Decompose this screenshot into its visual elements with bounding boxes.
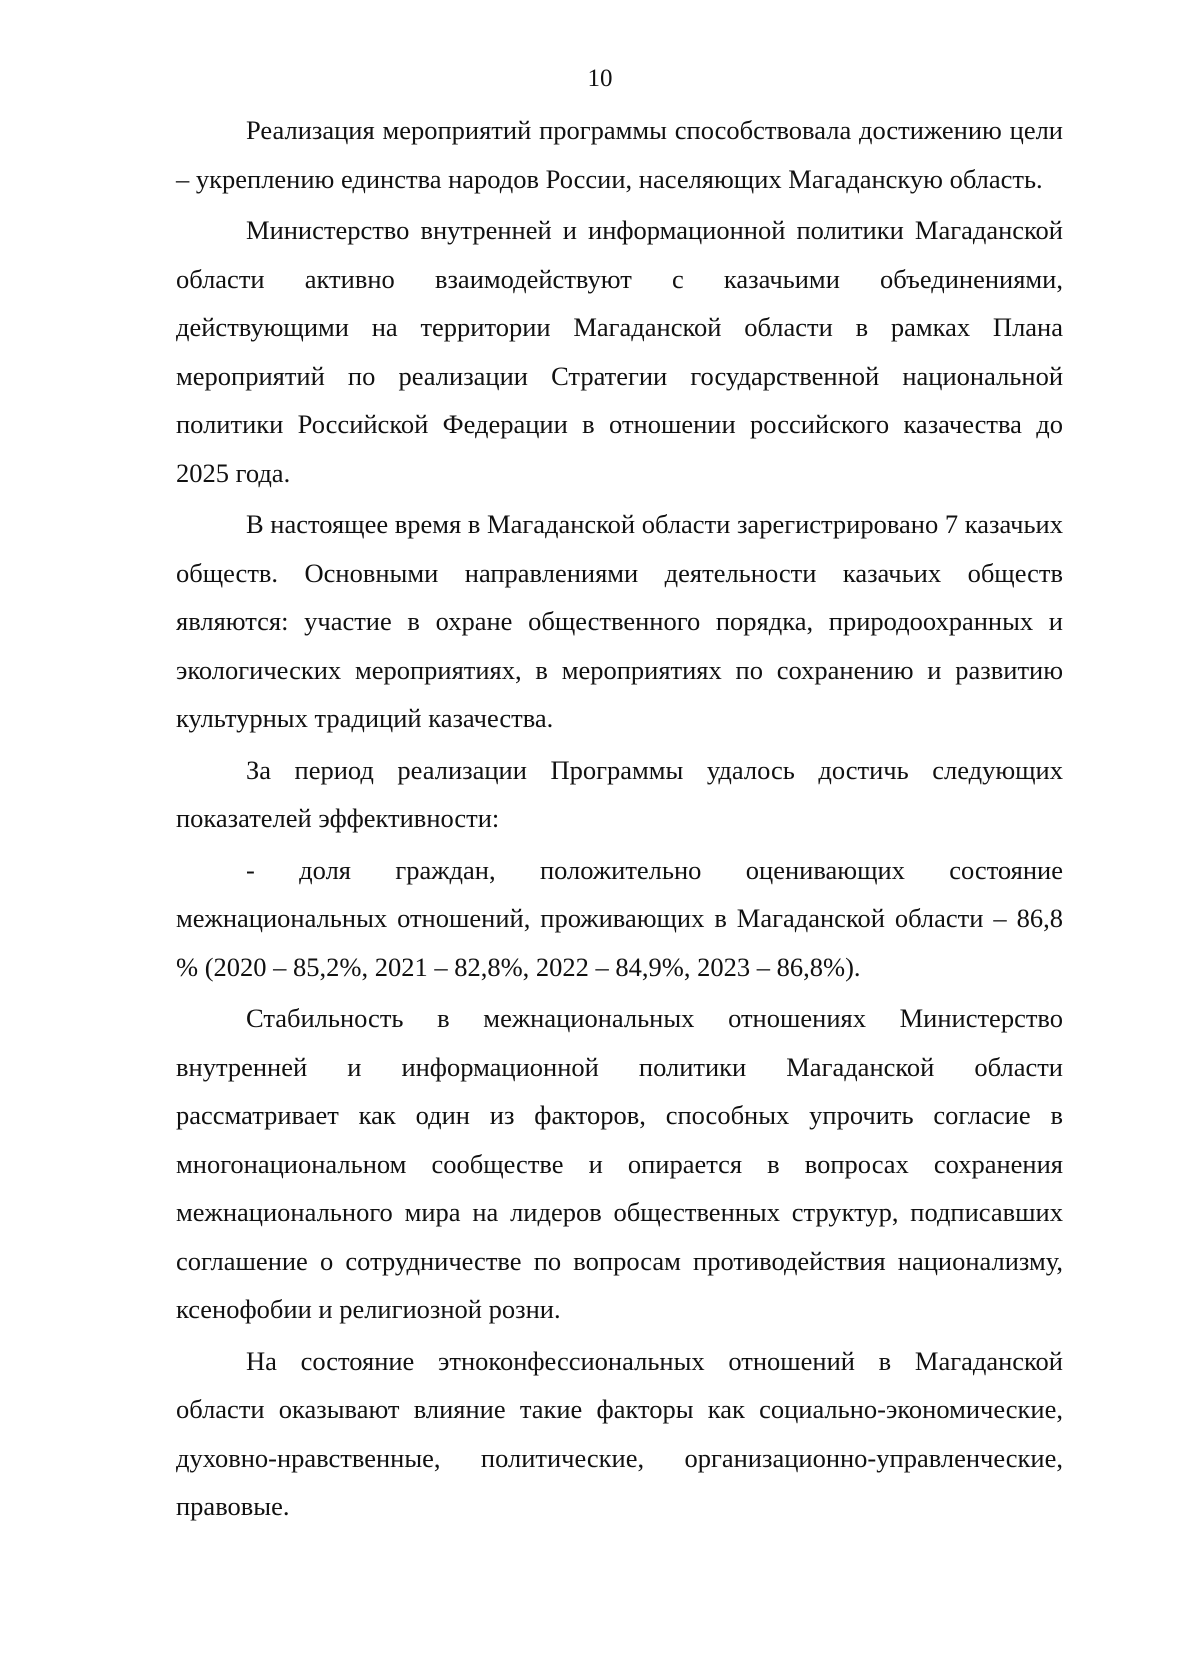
paragraph-stability: Стабильность в межнациональных отношениях Министерство внутренней и информационной политики Магаданской области рассматривает как один из факторов, способных упрочить согласие в многонациональном сообществе и опирается в вопросах сохранения межнационального мира на лидеров общественных структур, подписавших соглашение о сотрудничестве по вопросам противодействия национализму, ксенофобии и религиозной розни.: [176, 1003, 1063, 1324]
paragraph-cossack-societies: В настоящее время в Магаданской области зарегистрировано 7 казачьих обществ. Основными направлениями деятельности казачьих обществ являются: участие в охране общественного порядка, природоохранных и экологических мероприятиях, в мероприятиях по сохранению и развитию культурных традиций казачества.: [176, 509, 1063, 733]
body-text: [176, 106, 1063, 1534]
page-number: 10: [587, 65, 613, 92]
paragraph-performance-indicators: За период реализации Программы удалось достичь следующих показателей эффективности:: [176, 754, 1063, 833]
paragraph-ministry-cossacks: Министерство внутренней и информационной политики Магаданской области активно взаимодействуют с казачьими объединениями, действующими на территории Магаданской области в рамках Плана мероприятий по реализации Стратегии государственной национальной политики Российской Федерации в отношении российского казачества до 2025 года.: [176, 215, 1063, 488]
paragraph-ethnoconfessional-factors: На состояние этноконфессиональных отношений в Магаданской области оказывают влияние такие факторы как социально-экономические, духовно-нравственные, политические, организационно-управленческие, правовые.: [176, 1345, 1063, 1521]
paragraph-program-goal: Реализация мероприятий программы способствовала достижению цели – укреплению единства народов России, населяющих Магаданскую область.: [176, 115, 1063, 194]
paragraph-indicator-share: - доля граждан, положительно оценивающих состояние межнациональных отношений, проживающих в Магаданской области – 86,8 % (2020 – 85,2%, 2021 – 82,8%, 2022 – 84,9%, 2023 – 86,8%).: [176, 854, 1063, 982]
